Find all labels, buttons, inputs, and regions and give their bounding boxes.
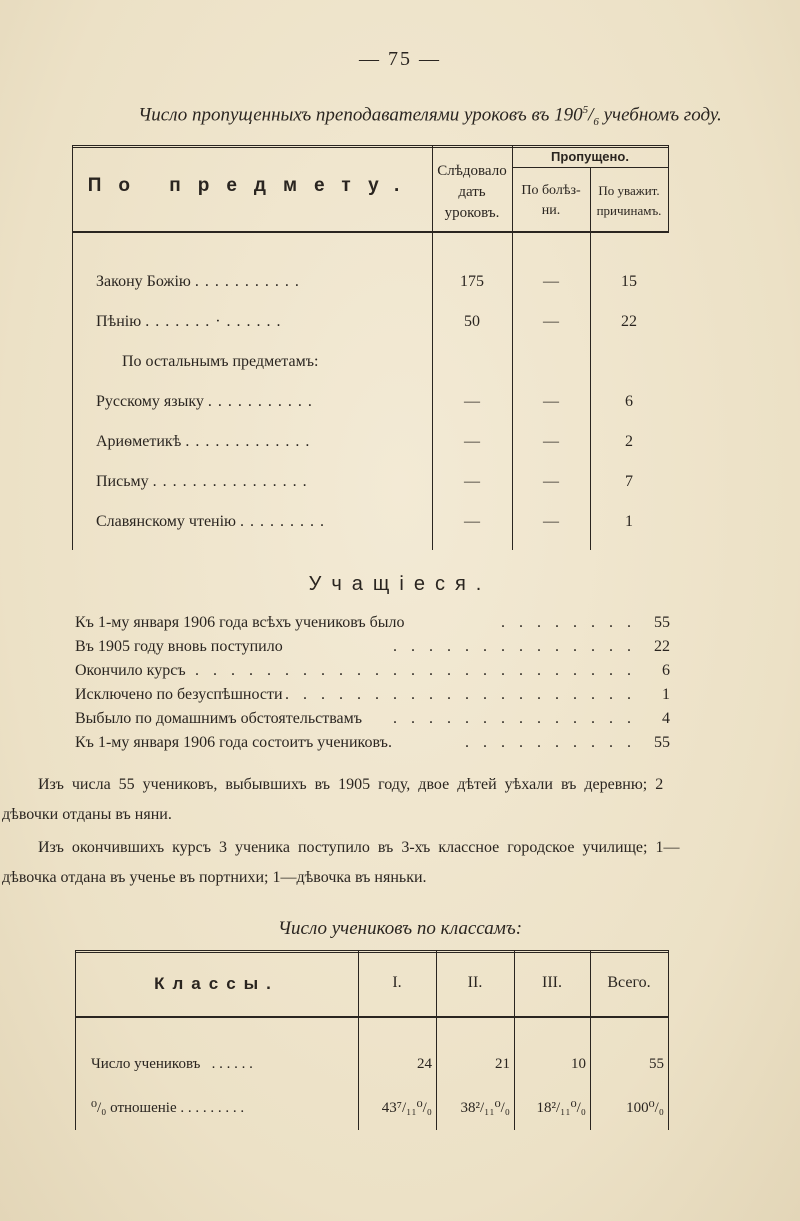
row-subject-text: Пѣнію (96, 313, 142, 330)
table-row (75, 1098, 668, 1122)
table2-title: Число учениковъ по классамъ: (277, 918, 523, 939)
list-item (75, 662, 670, 684)
student-stat-dots: . . . . . . . . . . . . . . . . . . . . . . . . . (195, 662, 636, 679)
should-header-line1: Слѣдовало (437, 163, 507, 179)
class-3-percent: 18²/₁₁⁰/₀ (536, 1100, 586, 1116)
student-stat-value: 22 (654, 638, 670, 655)
total-header: Всего. (607, 974, 651, 991)
list-item (75, 614, 670, 636)
students-by-class-table (75, 950, 668, 1130)
total-count: 55 (649, 1056, 664, 1072)
row-leader-dots: . . . . . . . . . (180, 1100, 245, 1116)
row-should: 50 (464, 313, 480, 330)
student-stat-value: 1 (662, 686, 670, 703)
table-row (72, 273, 668, 297)
student-stat-value: 6 (662, 662, 670, 679)
row-valid: 1 (625, 513, 633, 530)
row-leader-dots: . . . . . . . . . . . . . . . . (152, 473, 308, 490)
other-subjects-note: По остальнымъ предметамъ: (122, 353, 319, 370)
row-valid: 22 (621, 313, 637, 330)
paragraph-line: дѣвочки отданы въ няни. (2, 806, 172, 823)
missed-header: Пропущено. (551, 149, 629, 164)
student-stat-label: Къ 1-му января 1906 года всѣхъ учениковъ было (75, 614, 405, 631)
student-stat-dots: . . . . . . . . . . . . . . . . . . . . (285, 686, 636, 703)
total-percent: 100⁰/₀ (626, 1100, 664, 1116)
row-should: — (464, 513, 480, 530)
should-header-line2: дать (458, 184, 486, 200)
paragraph-line: Изъ окончившихъ курсъ 3 ученика поступило въ 3-хъ классное городское училище; 1— (38, 839, 680, 856)
table1-title-slash: / (588, 104, 594, 126)
row-leader-dots: . . . . . . . . . (240, 513, 326, 530)
row-ill: — (543, 513, 559, 530)
illness-header (512, 181, 590, 221)
student-stat-dots: . . . . . . . . . . . . . . (393, 638, 636, 655)
illness-header-line2: ни. (541, 203, 561, 218)
subject-header: По предмету. (87, 175, 417, 196)
row-should: — (464, 473, 480, 490)
student-stat-value: 55 (654, 734, 670, 751)
table-row (72, 433, 668, 457)
table-row (72, 473, 668, 497)
student-stat-label: Въ 1905 году вновь поступило (75, 638, 283, 655)
row-subject-text: Русскому языку (96, 393, 204, 410)
row-subject (96, 473, 432, 491)
student-stat-dots: . . . . . . . . (501, 614, 636, 631)
table1-title-post: учебномъ году. (598, 104, 722, 126)
row-leader-dots: . . . . . . (211, 1056, 253, 1072)
row-ill: — (543, 313, 559, 330)
row-subject (96, 313, 432, 331)
class-1-count: 24 (417, 1056, 432, 1072)
table-row (72, 313, 668, 337)
table1-right-border (668, 145, 669, 233)
row-ill: — (543, 273, 559, 290)
list-item (75, 734, 670, 756)
students-heading: Учащіеся. (308, 573, 492, 595)
row-label-text: Число учениковъ (91, 1056, 201, 1072)
table1-title (30, 104, 800, 128)
missed-header-underline (512, 167, 668, 168)
classes-header: Классы. (154, 974, 279, 993)
student-stat-value: 4 (662, 710, 670, 727)
table2-top-border (75, 950, 668, 957)
row-leader-dots: . . . . . . . · . . . . . . (145, 313, 282, 330)
valid-reason-header-line1: По уважит. (598, 183, 660, 198)
row-leader-dots: . . . . . . . . . . . . . (185, 433, 311, 450)
row-subject (96, 513, 432, 531)
class-3-header: III. (542, 974, 562, 991)
student-stat-label: Окончило курсъ (75, 662, 186, 679)
student-stat-dots: . . . . . . . . . . (465, 734, 636, 751)
table2-right-border (668, 950, 669, 1130)
row-subject (96, 433, 432, 451)
student-stat-dots: . . . . . . . . . . . . . . (393, 710, 636, 727)
paragraph-line: Изъ числа 55 учениковъ, выбывшихъ въ 1905 году, двое дѣтей уѣхали въ деревню; 2 (38, 776, 664, 793)
row-should: 175 (460, 273, 484, 290)
table1-title-sub: 6 (593, 116, 599, 129)
row-subject-text: Ариѳметикѣ (96, 433, 182, 450)
class-2-header: II. (467, 974, 483, 991)
class-1-header: I. (392, 974, 402, 991)
valid-reason-header (590, 181, 668, 221)
row-label (91, 1098, 244, 1117)
row-label-text: ⁰/₀ отношеніе (91, 1100, 177, 1116)
student-stat-value: 55 (654, 614, 670, 631)
list-item (75, 686, 670, 708)
valid-reason-header-line2: причинамъ. (596, 203, 662, 218)
student-stat-label: Выбыло по домашнимъ обстоятельствамъ (75, 710, 363, 727)
should-header-line3: уроковъ. (444, 205, 500, 221)
row-should: — (464, 393, 480, 410)
row-valid: 6 (625, 393, 633, 410)
row-subject-text: Славянскому чтенію (96, 513, 237, 530)
table1-title-pre: Число пропущенныхъ преподавателями уроковъ въ 190 (138, 104, 583, 126)
class-1-percent: 43⁷/₁₁⁰/₀ (381, 1100, 432, 1116)
row-valid: 7 (625, 473, 633, 490)
class-2-percent: 38²/₁₁⁰/₀ (460, 1100, 510, 1116)
table-row (75, 1056, 668, 1080)
row-leader-dots: . . . . . . . . . . . (207, 393, 313, 410)
paragraph-line: дѣвочка отдана въ ученье въ портнихи; 1—дѣвочка въ няньки. (2, 869, 427, 886)
student-stat-label: Исключено по безуспѣшности (75, 686, 283, 703)
class-2-count: 21 (495, 1056, 510, 1072)
page-number: — 75 — (359, 48, 441, 70)
row-ill: — (543, 393, 559, 410)
student-stat-label: Къ 1-му января 1906 года состоитъ учениковъ. (75, 734, 392, 751)
row-ill: — (543, 473, 559, 490)
row-subject-text: Письму (96, 473, 149, 490)
row-valid: 15 (621, 273, 637, 290)
row-subject (96, 393, 432, 411)
row-should: — (464, 433, 480, 450)
illness-header-line1: По болѣз- (521, 183, 581, 198)
row-subject (96, 273, 432, 291)
table2-header-separator (75, 1016, 668, 1018)
row-valid: 2 (625, 433, 633, 450)
missed-lessons-table (72, 145, 668, 550)
row-subject-text: Закону Божію (96, 273, 191, 290)
row-ill: — (543, 433, 559, 450)
list-item (75, 638, 670, 660)
table-row (72, 393, 668, 417)
table1-title-sup: 5 (582, 104, 589, 116)
class-3-count: 10 (571, 1056, 586, 1072)
table-row (72, 513, 668, 537)
table1-header-separator (72, 231, 668, 233)
row-leader-dots: . . . . . . . . . . . (194, 273, 300, 290)
should-header (432, 161, 512, 224)
list-item (75, 710, 670, 732)
row-label (91, 1056, 253, 1073)
